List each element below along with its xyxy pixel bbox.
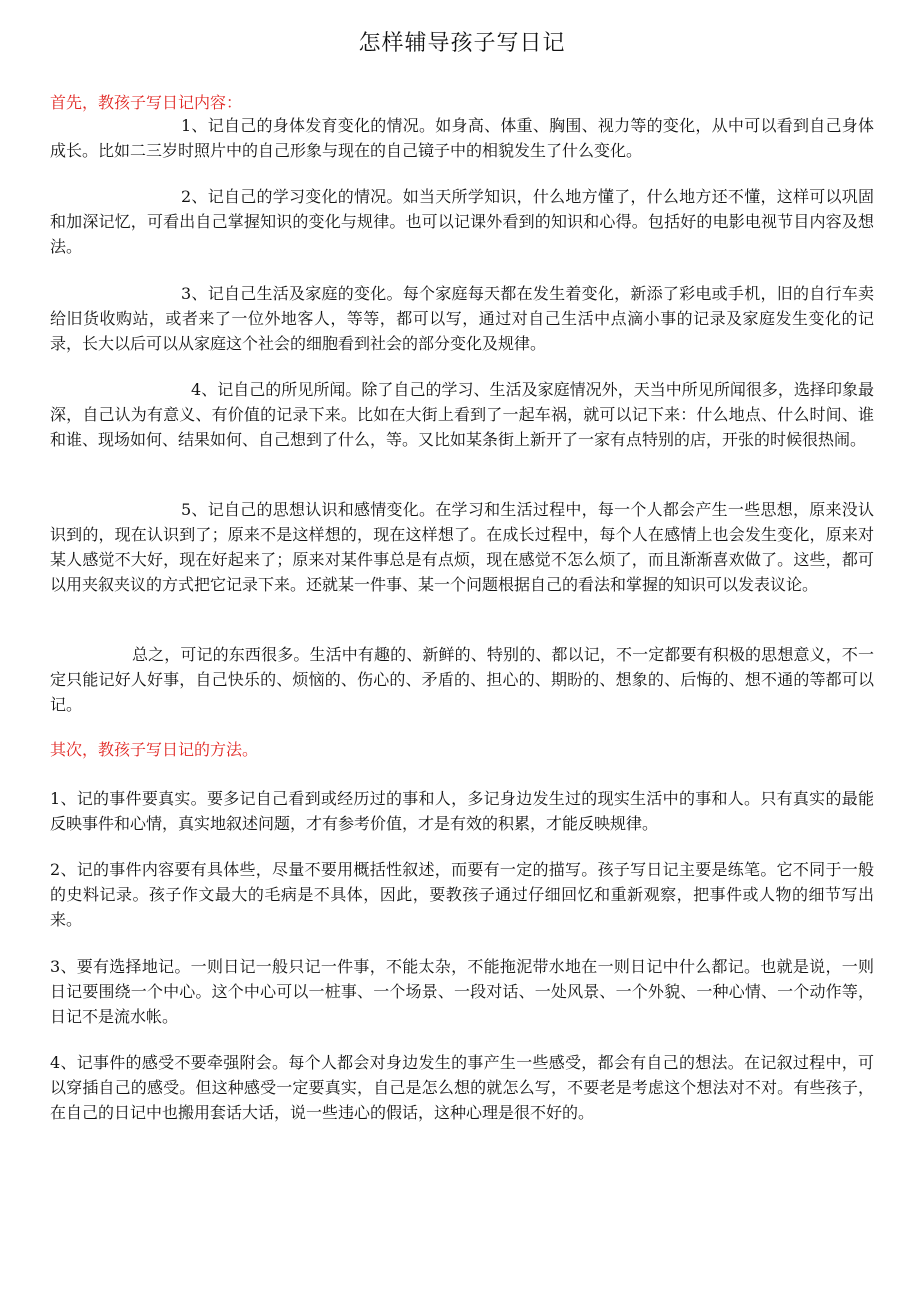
method-item-1: 1、记的事件要真实。要多记自己看到或经历过的事和人，多记身边发生过的现实生活中的事和人。只有真实的最能反映事件和心情，真实地叙述问题，才有参考价值，才是有效的积累，才能反映规律。	[50, 789, 874, 833]
document-title: 怎样辅导孩子写日记	[358, 31, 566, 56]
method-item-2: 2、记的事件内容要有具体些，尽量不要用概括性叙述，而要有一定的描写。孩子写日记主要是练笔。它不同于一般的史料记录。孩子作文最大的毛病是不具体，因此，要教孩子通过仔细回忆和重新观察，把事件或人物的细节写出来。	[50, 860, 874, 929]
content-item-5: 5、记自己的思想认识和感情变化。在学习和生活过程中，每一个人都会产生一些思想，原来没认识到的，现在认识到了；原来不是这样想的，现在这样想了。在成长过程中，每个人在感情上也会发生变化，原来对某人感觉不大好，现在好起来了；原来对某件事总是有点烦，现在感觉不怎么烦了，而且渐渐喜欢做了。这些，都可以用夹叙夹议的方式把它记录下来。还就某一件事、某一个问题根据自己的看法和掌握的知识可以发表议论。	[50, 500, 874, 594]
method-item-3: 3、要有选择地记。一则日记一般只记一件事，不能太杂，不能拖泥带水地在一则日记中什么都记。也就是说，一则日记要围绕一个中心。这个中心可以一桩事、一个场景、一段对话、一处风景、一个外貌、一种心情、一个动作等，日记不是流水帐。	[50, 957, 874, 1026]
section-heading-method: 其次，教孩子写日记的方法。	[50, 740, 259, 759]
content-item-4: 4、记自己的所见所闻。除了自己的学习、生活及家庭情况外，天当中所见所闻很多，选择印象最深，自己认为有意义、有价值的记录下来。比如在大街上看到了一起车祸，就可以记下来：什么地点、什么时间、谁和谁、现场如何、结果如何、自己想到了什么，等。又比如某条街上新开了一家有点特别的店，开张的时候很热闹。	[50, 380, 874, 449]
content-item-1: 1、记自己的身体发育变化的情况。如身高、体重、胸围、视力等的变化，从中可以看到自己身体成长。比如二三岁时照片中的自己形象与现在的自己镜子中的相貌发生了什么变化。	[50, 116, 874, 160]
content-summary: 总之，可记的东西很多。生活中有趣的、新鲜的、特别的、都以记，不一定都要有积极的思想意义，不一定只能记好人好事，自己快乐的、烦恼的、伤心的、矛盾的、担心的、期盼的、想象的、后悔的、想不通的等都可以记。	[50, 645, 874, 714]
method-item-4: 4、记事件的感受不要牵强附会。每个人都会对身边发生的事产生一些感受，都会有自己的想法。在记叙过程中，可以穿插自己的感受。但这种感受一定要真实，自己是怎么想的就怎么写，不要老是考虑这个想法对不对。有些孩子，在自己的日记中也搬用套话大话，说一些违心的假话，这种心理是很不好的。	[50, 1053, 874, 1122]
content-item-3: 3、记自己生活及家庭的变化。每个家庭每天都在发生着变化，新添了彩电或手机，旧的自行车卖给旧货收购站，或者来了一位外地客人，等等，都可以写，通过对自己生活中点滴小事的记录及家庭发生变化的记录，长大以后可以从家庭这个社会的细胞看到社会的部分变化及规律。	[50, 284, 874, 353]
content-item-2: 2、记自己的学习变化的情况。如当天所学知识，什么地方懂了，什么地方还不懂，这样可以巩固和加深记忆，可看出自己掌握知识的变化与规律。也可以记课外看到的知识和心得。包括好的电影电视节目内容及想法。	[50, 187, 874, 256]
section-heading-content: 首先，教孩子写日记内容：	[50, 93, 243, 112]
